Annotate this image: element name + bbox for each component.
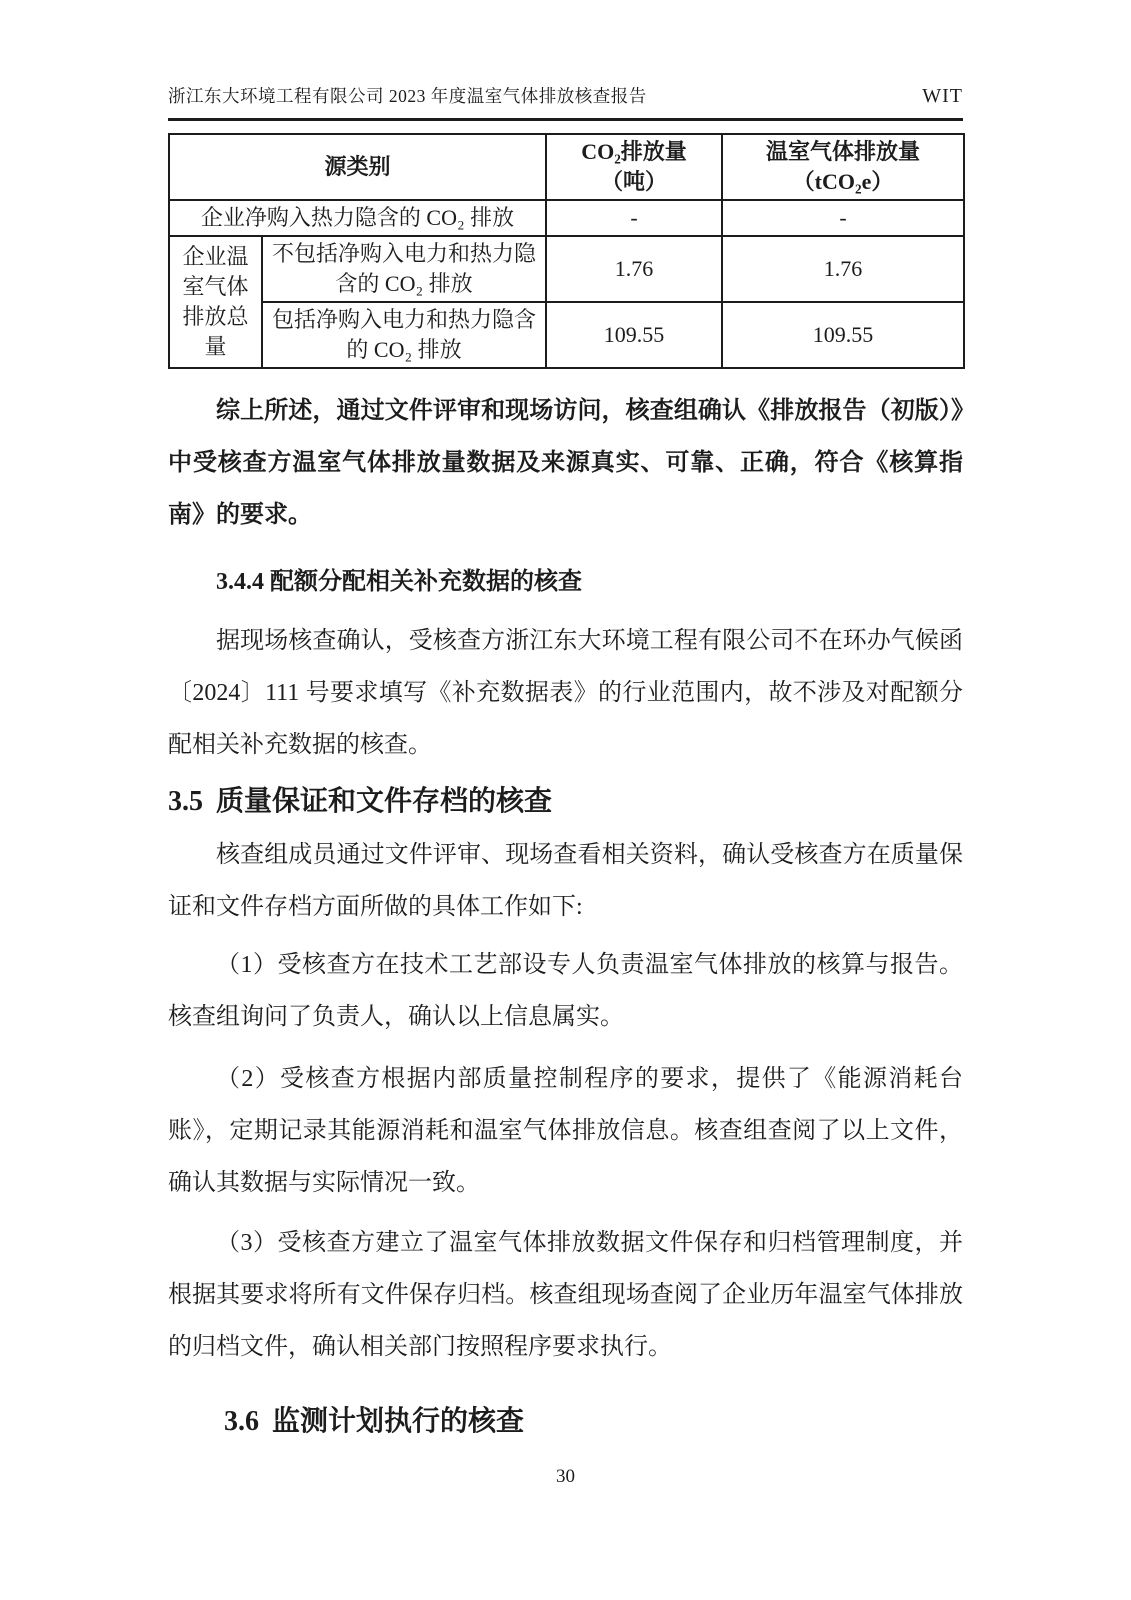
heading-3-4-4: 3.4.4 配额分配相关补充数据的核查 <box>216 569 582 595</box>
col-header-co2 <box>546 134 722 200</box>
table-row-heat <box>169 200 964 236</box>
table-row-total-incl <box>169 302 964 368</box>
cell-incl-co2: 109.55 <box>546 302 722 368</box>
cell-excl-co2: 1.76 <box>546 236 722 302</box>
summary-paragraph: 综上所述，通过文件评审和现场访问，核查组确认《排放报告（初版）》中受核查方温室气体排放量数据及来源真实、可靠、正确，符合《核算指南》的要求。 <box>168 398 963 528</box>
page-number: 30 <box>556 1466 575 1487</box>
col-header-co2-line2: （吨） <box>601 169 668 194</box>
page-footer <box>0 1466 1131 1488</box>
cell-excl-label: 不包括净购入电力和热力隐含的 CO₂ 排放 <box>262 236 546 302</box>
col-header-ghg-line1: 温室气体排放量 <box>766 139 921 164</box>
col-header-co2-line1: CO₂排放量 <box>581 139 687 164</box>
list-item-3: （3）受核查方建立了温室气体排放数据文件保存和归档管理制度，并根据其要求将所有文件保存归档。核查组现场查阅了企业历年温室气体排放的归档文件，确认相关部门按照程序要求执行。 <box>168 1230 963 1360</box>
paragraph-3-4-4: 据现场核查确认，受核查方浙江东大环境工程有限公司不在环办气候函〔2024〕111 号要求填写《补充数据表》的行业范围内，故不涉及对配额分配相关补充数据的核查。 <box>168 628 963 758</box>
header-watermark: WIT <box>922 85 963 107</box>
paragraph-3-5-intro: 核查组成员通过文件评审、现场查看相关资料，确认受核查方在质量保证和文件存档方面所做的具体工作如下: <box>168 842 963 920</box>
table-row-total-excl <box>169 236 964 302</box>
cell-incl-ghg: 109.55 <box>722 302 964 368</box>
col-header-ghg <box>722 134 964 200</box>
cell-incl-label: 包括净购入电力和热力隐含的 CO₂ 排放 <box>262 302 546 368</box>
heading-3-6: 3.6 监测计划执行的核查 <box>224 1406 525 1437</box>
header-divider <box>168 118 963 121</box>
col-header-source: 源类别 <box>169 134 546 200</box>
table-header-row <box>169 134 964 200</box>
cell-heat-label: 企业净购入热力隐含的 CO₂ 排放 <box>169 200 546 236</box>
cell-heat-co2: - <box>546 200 722 236</box>
report-title: 浙江东大环境工程有限公司 2023 年度温室气体排放核查报告 <box>168 86 647 106</box>
col-header-ghg-line2: （tCO₂e） <box>792 169 894 194</box>
cell-excl-ghg: 1.76 <box>722 236 964 302</box>
page-content <box>168 133 963 1445</box>
list-item-2: （2）受核查方根据内部质量控制程序的要求，提供了《能源消耗台账》，定期记录其能源消耗和温室气体排放信息。核查组查阅了以上文件，确认其数据与实际情况一致。 <box>168 1066 963 1196</box>
list-item-1: （1）受核查方在技术工艺部设专人负责温室气体排放的核算与报告。核查组询问了负责人，确认以上信息属实。 <box>168 952 963 1030</box>
cell-total-label: 企业温室气体排放总量 <box>169 236 262 368</box>
page-header <box>168 83 963 108</box>
heading-3-5: 3.5 质量保证和文件存档的核查 <box>168 786 553 817</box>
emission-table <box>168 133 965 369</box>
cell-heat-ghg: - <box>722 200 964 236</box>
